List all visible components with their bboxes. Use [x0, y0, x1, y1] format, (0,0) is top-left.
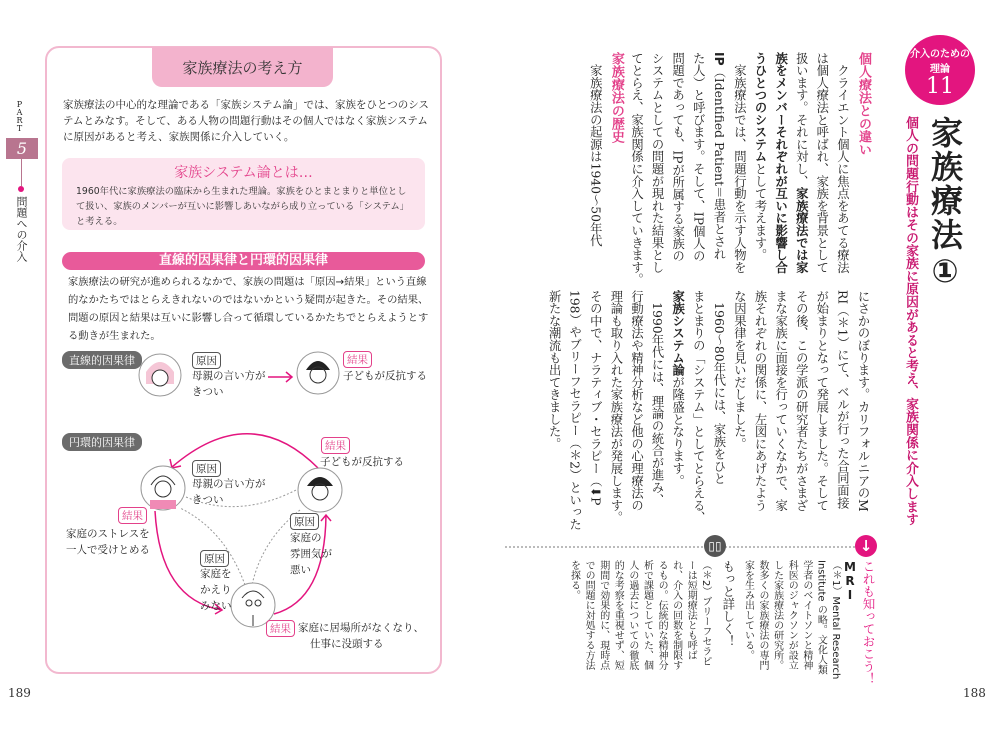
text-line — [832, 290, 853, 530]
page-number-left: 189 — [8, 686, 31, 700]
text-line — [708, 290, 729, 530]
text-line — [811, 290, 832, 530]
text-line — [770, 52, 791, 288]
theory-badge — [905, 35, 975, 105]
part-divider-line — [21, 159, 22, 186]
note-line: ーは短期療法とも呼ば — [685, 560, 697, 660]
text-segment: が始まりとなって発展しました。そして — [814, 290, 829, 512]
note-line: 期間で効果的に、現時点 — [597, 560, 609, 670]
text-segment: システムとしての問題が現れた結果とし — [650, 52, 665, 274]
father-result-text — [298, 620, 424, 652]
text-segment: てとらえ、家族関係に介入していきます。 — [629, 52, 644, 286]
bold-text: うひとつのシステム — [753, 52, 768, 163]
note-line: を探る。 — [568, 560, 580, 600]
text-segment: 1990年代には、理論の統合が進み、 — [650, 290, 665, 506]
text-segment: 行動療法や精神分析など他の心理療法の — [629, 290, 644, 512]
text-segment: 理論も取り入れた家族療法が発展します。 — [608, 290, 623, 524]
note-line: 数多くの家族療法の専門 — [757, 560, 769, 670]
text-line: 雰囲気が — [290, 548, 332, 560]
notes-divider — [505, 546, 855, 548]
text-line — [832, 52, 853, 288]
text-line: 悪い — [290, 564, 311, 576]
page-subtitle: 個人の問題行動はその家族に原因があると考え、家族関係に介入します — [903, 116, 918, 526]
badge-line1: 介入のための — [910, 49, 970, 60]
text-line — [646, 290, 667, 530]
text-segment: RI（＊1）にて、ベルが行った合同面接 — [835, 290, 850, 509]
text-segment: にさかのぼります。カリフォルニアのM — [856, 290, 870, 512]
note-line: （＊1）Mental Research — [830, 560, 841, 680]
note-line: （＊2）ブリーフセラピ — [699, 560, 711, 667]
arrow-down-circle-icon: ↓ — [855, 535, 877, 557]
text-line — [544, 290, 565, 530]
text-line: 仕事に没頭する — [310, 638, 384, 650]
mother-cause-tag: 原因 — [192, 460, 221, 477]
note-line: 人の過去についての徹底 — [626, 560, 638, 670]
note-line: した家族療法の研究所。 — [771, 560, 783, 670]
page-number-right: 188 — [963, 686, 986, 700]
text-line — [811, 52, 832, 288]
text-line — [646, 52, 667, 288]
text-line: きつい — [192, 494, 224, 506]
circular-causality-label: 円環的因果律 — [62, 433, 142, 451]
text-line: 家庭のストレスを — [66, 528, 150, 540]
mother-cause-text — [192, 476, 266, 508]
text-line: 家庭の — [290, 532, 322, 544]
section-heading: 個人療法との違い — [856, 52, 871, 156]
text-segment: 198）やブリーフセラピー（＊2）といった — [567, 290, 582, 531]
text-segment: 族それぞれの関係に、左図にあげたよう — [753, 290, 768, 512]
linear-result-text: 子どもが反抗する — [343, 370, 427, 382]
definition-title: 家族システム論とは… — [174, 165, 313, 181]
father-result-tag: 結果 — [266, 620, 295, 637]
text-segment: その後、この学派の研究者たちがさまざ — [794, 290, 809, 512]
mother-result-tag: 結果 — [118, 507, 147, 524]
text-line — [791, 290, 812, 530]
text-segment: まな家族に面接を行っていくなかで、家 — [773, 290, 788, 512]
child-cause-tag: 原因 — [290, 513, 319, 530]
child-result-text: 子どもが反抗する — [320, 456, 404, 468]
text-segment: は個人療法と呼ばれ、家族を背景として — [814, 52, 829, 274]
text-line: かえり — [200, 584, 232, 596]
text-line: みない — [200, 600, 232, 612]
child-result-tag: 結果 — [321, 437, 350, 454]
mother-face-icon — [141, 466, 185, 510]
text-line: 一人で受けとめる — [66, 544, 150, 556]
text-line — [770, 290, 791, 530]
linear-causality-label: 直線的因果律 — [62, 351, 142, 369]
text-line — [708, 52, 729, 288]
body-text-lower — [547, 290, 873, 531]
part-dot — [18, 186, 24, 192]
text-segment: クライエント個人に焦点をあてる療法 — [835, 52, 850, 274]
linear-cause-tag: 原因 — [192, 352, 221, 369]
text-line — [749, 290, 770, 530]
section-heading: 家族療法の歴史 — [608, 52, 624, 143]
definition-box — [62, 158, 425, 230]
text-line: きつい — [192, 386, 224, 398]
father-cause-tag: 原因 — [200, 550, 229, 567]
footnotes — [560, 560, 878, 700]
note-line: Institute の略。文化人類 — [815, 560, 827, 675]
text-line — [626, 290, 647, 530]
text-segment: （Identified Patient＝患者とされ — [711, 65, 726, 260]
text-segment: た人）と呼びます。そして、IP個人の — [691, 52, 706, 262]
father-cause-text — [200, 566, 232, 614]
book-icon: ▯▯ — [704, 535, 726, 557]
mother-result-text — [66, 526, 150, 558]
note-line: 学者のベイトソンと精神 — [800, 560, 812, 670]
causality-heading: 直線的因果律と円環的因果律 — [62, 252, 425, 270]
note-line: 的な考察を重視せず、短 — [612, 560, 624, 670]
text-segment: 問題であっても、IPが所属する家族の — [670, 52, 685, 262]
text-line — [852, 290, 873, 530]
badge-number: 11 — [926, 74, 954, 99]
mother-face-icon — [139, 354, 181, 396]
text-line — [585, 52, 606, 288]
note-line: での問題に対処する方法 — [583, 560, 595, 670]
text-line — [688, 290, 709, 530]
text-line: 母親の言い方が — [192, 370, 266, 382]
note-line: 析で課題としていた、個 — [641, 560, 653, 670]
note-line: 科医のジャクソンが設立 — [786, 560, 798, 670]
text-line — [729, 290, 750, 530]
linear-cause-text — [192, 368, 266, 400]
text-line — [729, 52, 750, 288]
text-segment: 家族療法では、問題行動を示す人物を — [732, 52, 747, 274]
text-line — [605, 290, 626, 530]
text-segment: な因果律を見いだしました。 — [732, 290, 747, 450]
text-line: 母親の言い方が — [192, 478, 266, 490]
text-line — [667, 52, 688, 288]
part-number-badge: 5 — [6, 138, 38, 159]
definition-text: 1960年代に家族療法の臨床から生まれた理論。家族をひとまとまりと単位として扱い、家族のメンバーが互いに影響しあいながら成り立っている「システム」と考える。 — [76, 186, 410, 227]
text-segment: が隆盛となります。 — [670, 376, 685, 487]
child-face-icon — [297, 352, 339, 394]
note1-term: MRI — [843, 560, 857, 602]
text-line — [667, 290, 688, 530]
text-line: 家庭を — [200, 568, 232, 580]
intro-text: 家族療法の中心的な理論である「家族システム論」では、家族をひとつのシステムとみなす。そして、ある人物の問題行動はその個人ではなく家族システムに原因があると考え、家族関係に介入していく。 — [63, 99, 429, 143]
text-line — [688, 52, 709, 288]
panel-title: 家族療法の考え方 — [152, 47, 333, 87]
bold-text: IP — [711, 52, 726, 66]
text-line — [749, 52, 770, 288]
bold-text: 家族療法では家 — [794, 187, 809, 274]
part-label: PART — [15, 100, 24, 132]
text-segment: その中で、ナラティブ・セラピー（⬇P — [588, 290, 603, 506]
note1-heading: これも知っておこう！ — [861, 560, 876, 685]
section-label: 問題への介入 — [15, 196, 28, 262]
text-segment: 新たな潮流も出てきました。 — [547, 290, 562, 450]
bold-text: 族をメンバーそれぞれが互いに影響し合 — [773, 52, 788, 274]
body-text-upper — [555, 52, 873, 288]
text-line: 家庭に居場所がなくなり、 — [298, 622, 424, 634]
text-line — [585, 290, 606, 530]
text-segment: 家族療法の起源は1940～50年代 — [588, 52, 603, 247]
text-segment: 扱います。それに対し、 — [794, 52, 809, 188]
note-line: るもの。伝統的な精神分 — [656, 560, 668, 670]
bold-text: 家族システム論 — [670, 290, 685, 377]
note2-heading: もっと詳しく！ — [720, 560, 736, 648]
text-segment: として考えます。 — [753, 162, 768, 262]
text-line — [626, 52, 647, 288]
linear-result-tag: 結果 — [343, 351, 372, 368]
text-segment: まとまりの「システム」としてとらえる、 — [691, 290, 706, 524]
child-cause-text — [290, 530, 332, 578]
page-title: 家族療法① — [926, 116, 964, 292]
causality-text: 家族療法の研究が進められるなかで、家族の問題は「原因→結果」という直線的なかたちではとらえきれないのではないかという疑問が起きた。その結果、問題の原因と結果は互いに影響し合って循環しているかたちでとらえようとする動きが生まれた。 — [68, 276, 429, 342]
badge-line2: 理論 — [930, 64, 950, 75]
text-line — [564, 290, 585, 530]
text-line — [791, 52, 812, 288]
child-face-icon — [298, 468, 342, 512]
text-segment: 1960～80年代には、家族をひと — [711, 290, 726, 485]
note-line: れ、介入の回数を制限す — [670, 560, 682, 670]
note-line: 家を生み出している。 — [742, 560, 754, 660]
